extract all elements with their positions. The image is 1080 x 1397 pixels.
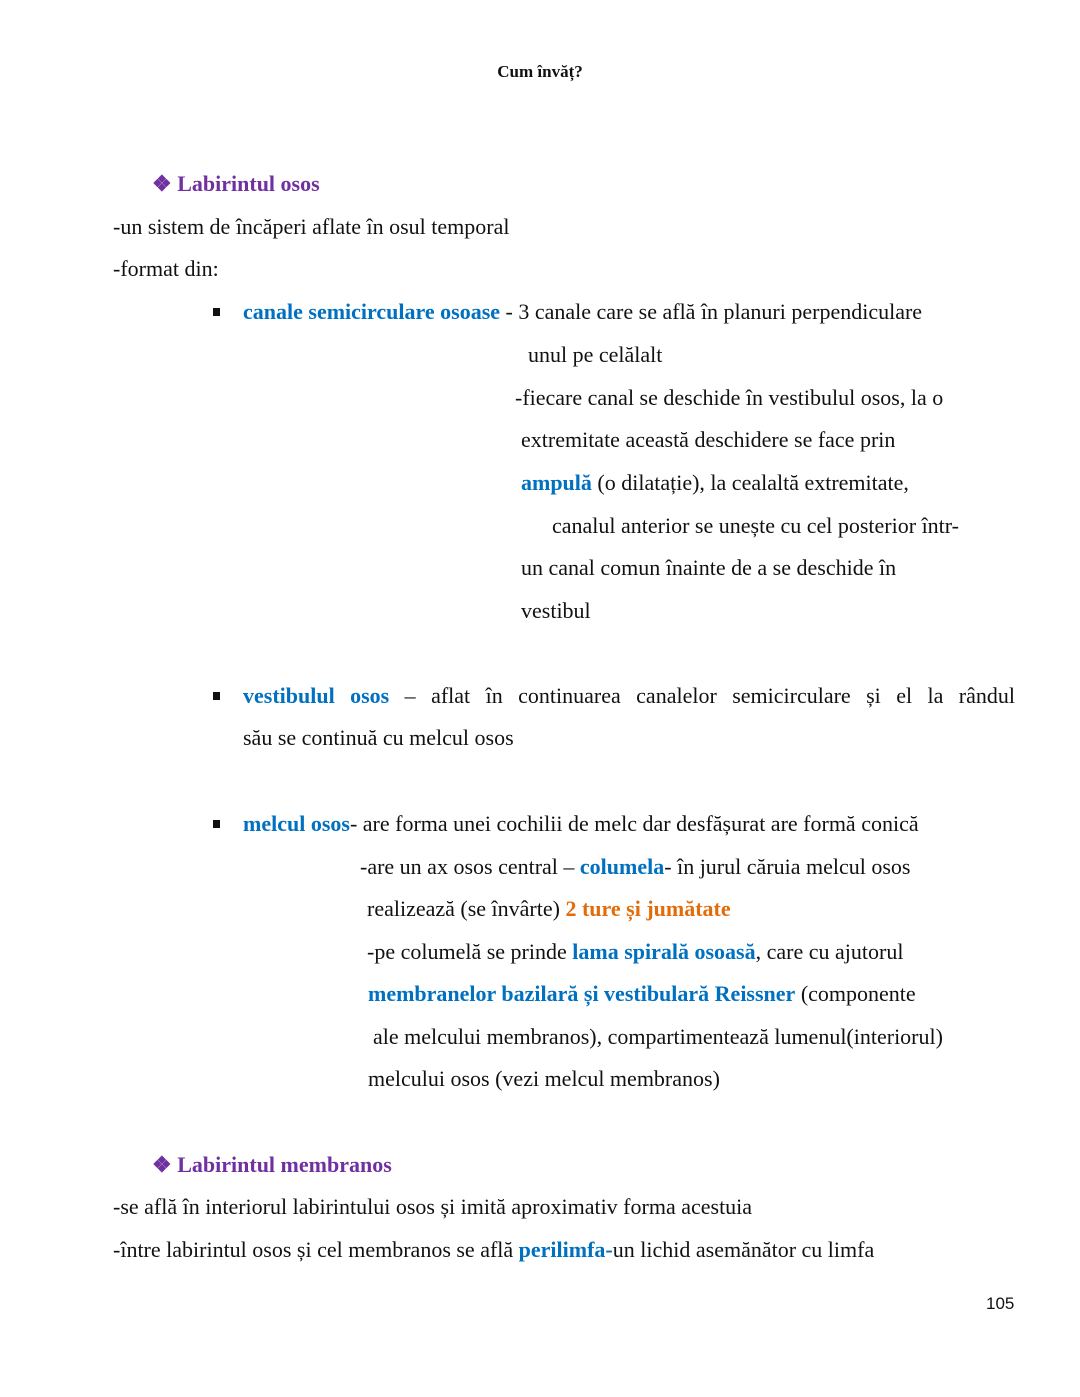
text-line — [113, 1194, 752, 1220]
text-segment: - are forma unei cochilii de melc dar desfășurat are formă conică — [349, 811, 919, 836]
text-segment: - în jurul căruia melcul osos — [664, 854, 911, 879]
list-item — [243, 683, 1015, 709]
key-term: lama spirală osoasă — [572, 939, 756, 964]
key-term: perilimfa- — [518, 1237, 613, 1262]
key-term: melcul osos — [243, 811, 350, 836]
text-line — [521, 598, 591, 624]
text-line — [521, 427, 895, 453]
text-segment: - 3 canale care se află în planuri perpendiculare — [500, 299, 923, 324]
text-segment: -între labirintul osos și cel membranos se află — [113, 1237, 519, 1262]
text-line — [113, 214, 509, 240]
text-segment: un lichid asemănător cu limfa — [612, 1237, 875, 1262]
section-heading — [152, 1152, 392, 1178]
page-number: 105 — [986, 1294, 1015, 1313]
key-term: canale semicirculare osoase — [243, 299, 501, 324]
key-term: ampulă — [521, 470, 592, 495]
text-segment: unul pe celălalt — [528, 342, 663, 367]
text-segment: -format din: — [113, 256, 219, 281]
text-line — [367, 896, 731, 922]
text-line — [528, 342, 662, 368]
running-header: Cum învăț? — [497, 62, 583, 81]
text-line — [373, 1024, 943, 1050]
diamond-bullet-icon: ❖ — [152, 1152, 178, 1177]
text-line — [368, 981, 916, 1007]
key-term: columela — [579, 854, 665, 879]
list-item — [243, 811, 919, 837]
text-line — [552, 513, 959, 539]
text-line — [368, 1066, 720, 1092]
text-segment: său se continuă cu melcul osos — [243, 725, 514, 750]
list-item — [243, 299, 922, 325]
square-bullet-icon — [213, 820, 220, 828]
text-segment: extremitate această deschidere se face prin — [521, 427, 896, 452]
key-term: 2 ture și jumătate — [565, 896, 731, 921]
text-segment: -are un ax osos central – — [360, 854, 580, 879]
text-segment: canalul anterior se unește cu cel posterior într- — [552, 513, 959, 538]
heading-text: Labirintul membranos — [177, 1152, 392, 1177]
square-bullet-icon — [213, 308, 220, 316]
text-segment: melcului osos (vezi melcul membranos) — [368, 1066, 720, 1091]
text-line — [243, 725, 514, 751]
diamond-bullet-icon: ❖ — [152, 171, 178, 196]
text-segment: , care cu ajutorul — [755, 939, 904, 964]
text-segment: vestibul — [521, 598, 591, 623]
text-line — [521, 470, 909, 496]
text-line — [113, 1237, 874, 1263]
text-line — [367, 939, 903, 965]
text-segment: – aflat în continuarea canalelor semicirculare și el la rândul — [389, 683, 1015, 708]
text-segment: -un sistem de încăperi aflate în osul temporal — [113, 214, 510, 239]
text-segment: ale melcului membranos), compartimentează lumenul(interiorul) — [373, 1024, 943, 1049]
text-segment: (o dilatație), la cealaltă extremitate, — [591, 470, 909, 495]
text-line — [360, 854, 910, 880]
key-term: vestibulul osos — [243, 683, 390, 708]
text-line — [521, 555, 896, 581]
key-term: membranelor bazilară și vestibulară Reissner — [368, 981, 796, 1006]
text-line — [515, 385, 943, 411]
text-segment: -pe columelă se prinde — [367, 939, 573, 964]
square-bullet-icon — [213, 692, 220, 700]
text-line — [113, 256, 219, 282]
section-heading — [152, 171, 320, 197]
heading-text: Labirintul osos — [177, 171, 320, 196]
text-segment: -se află în interiorul labirintului osos și imită aproximativ forma acestuia — [113, 1194, 753, 1219]
text-segment: realizează (se învârte) — [367, 896, 566, 921]
text-segment: (componente — [795, 981, 916, 1006]
text-segment: un canal comun înainte de a se deschide în — [521, 555, 897, 580]
text-segment: -fiecare canal se deschide în vestibulul osos, la o — [515, 385, 944, 410]
